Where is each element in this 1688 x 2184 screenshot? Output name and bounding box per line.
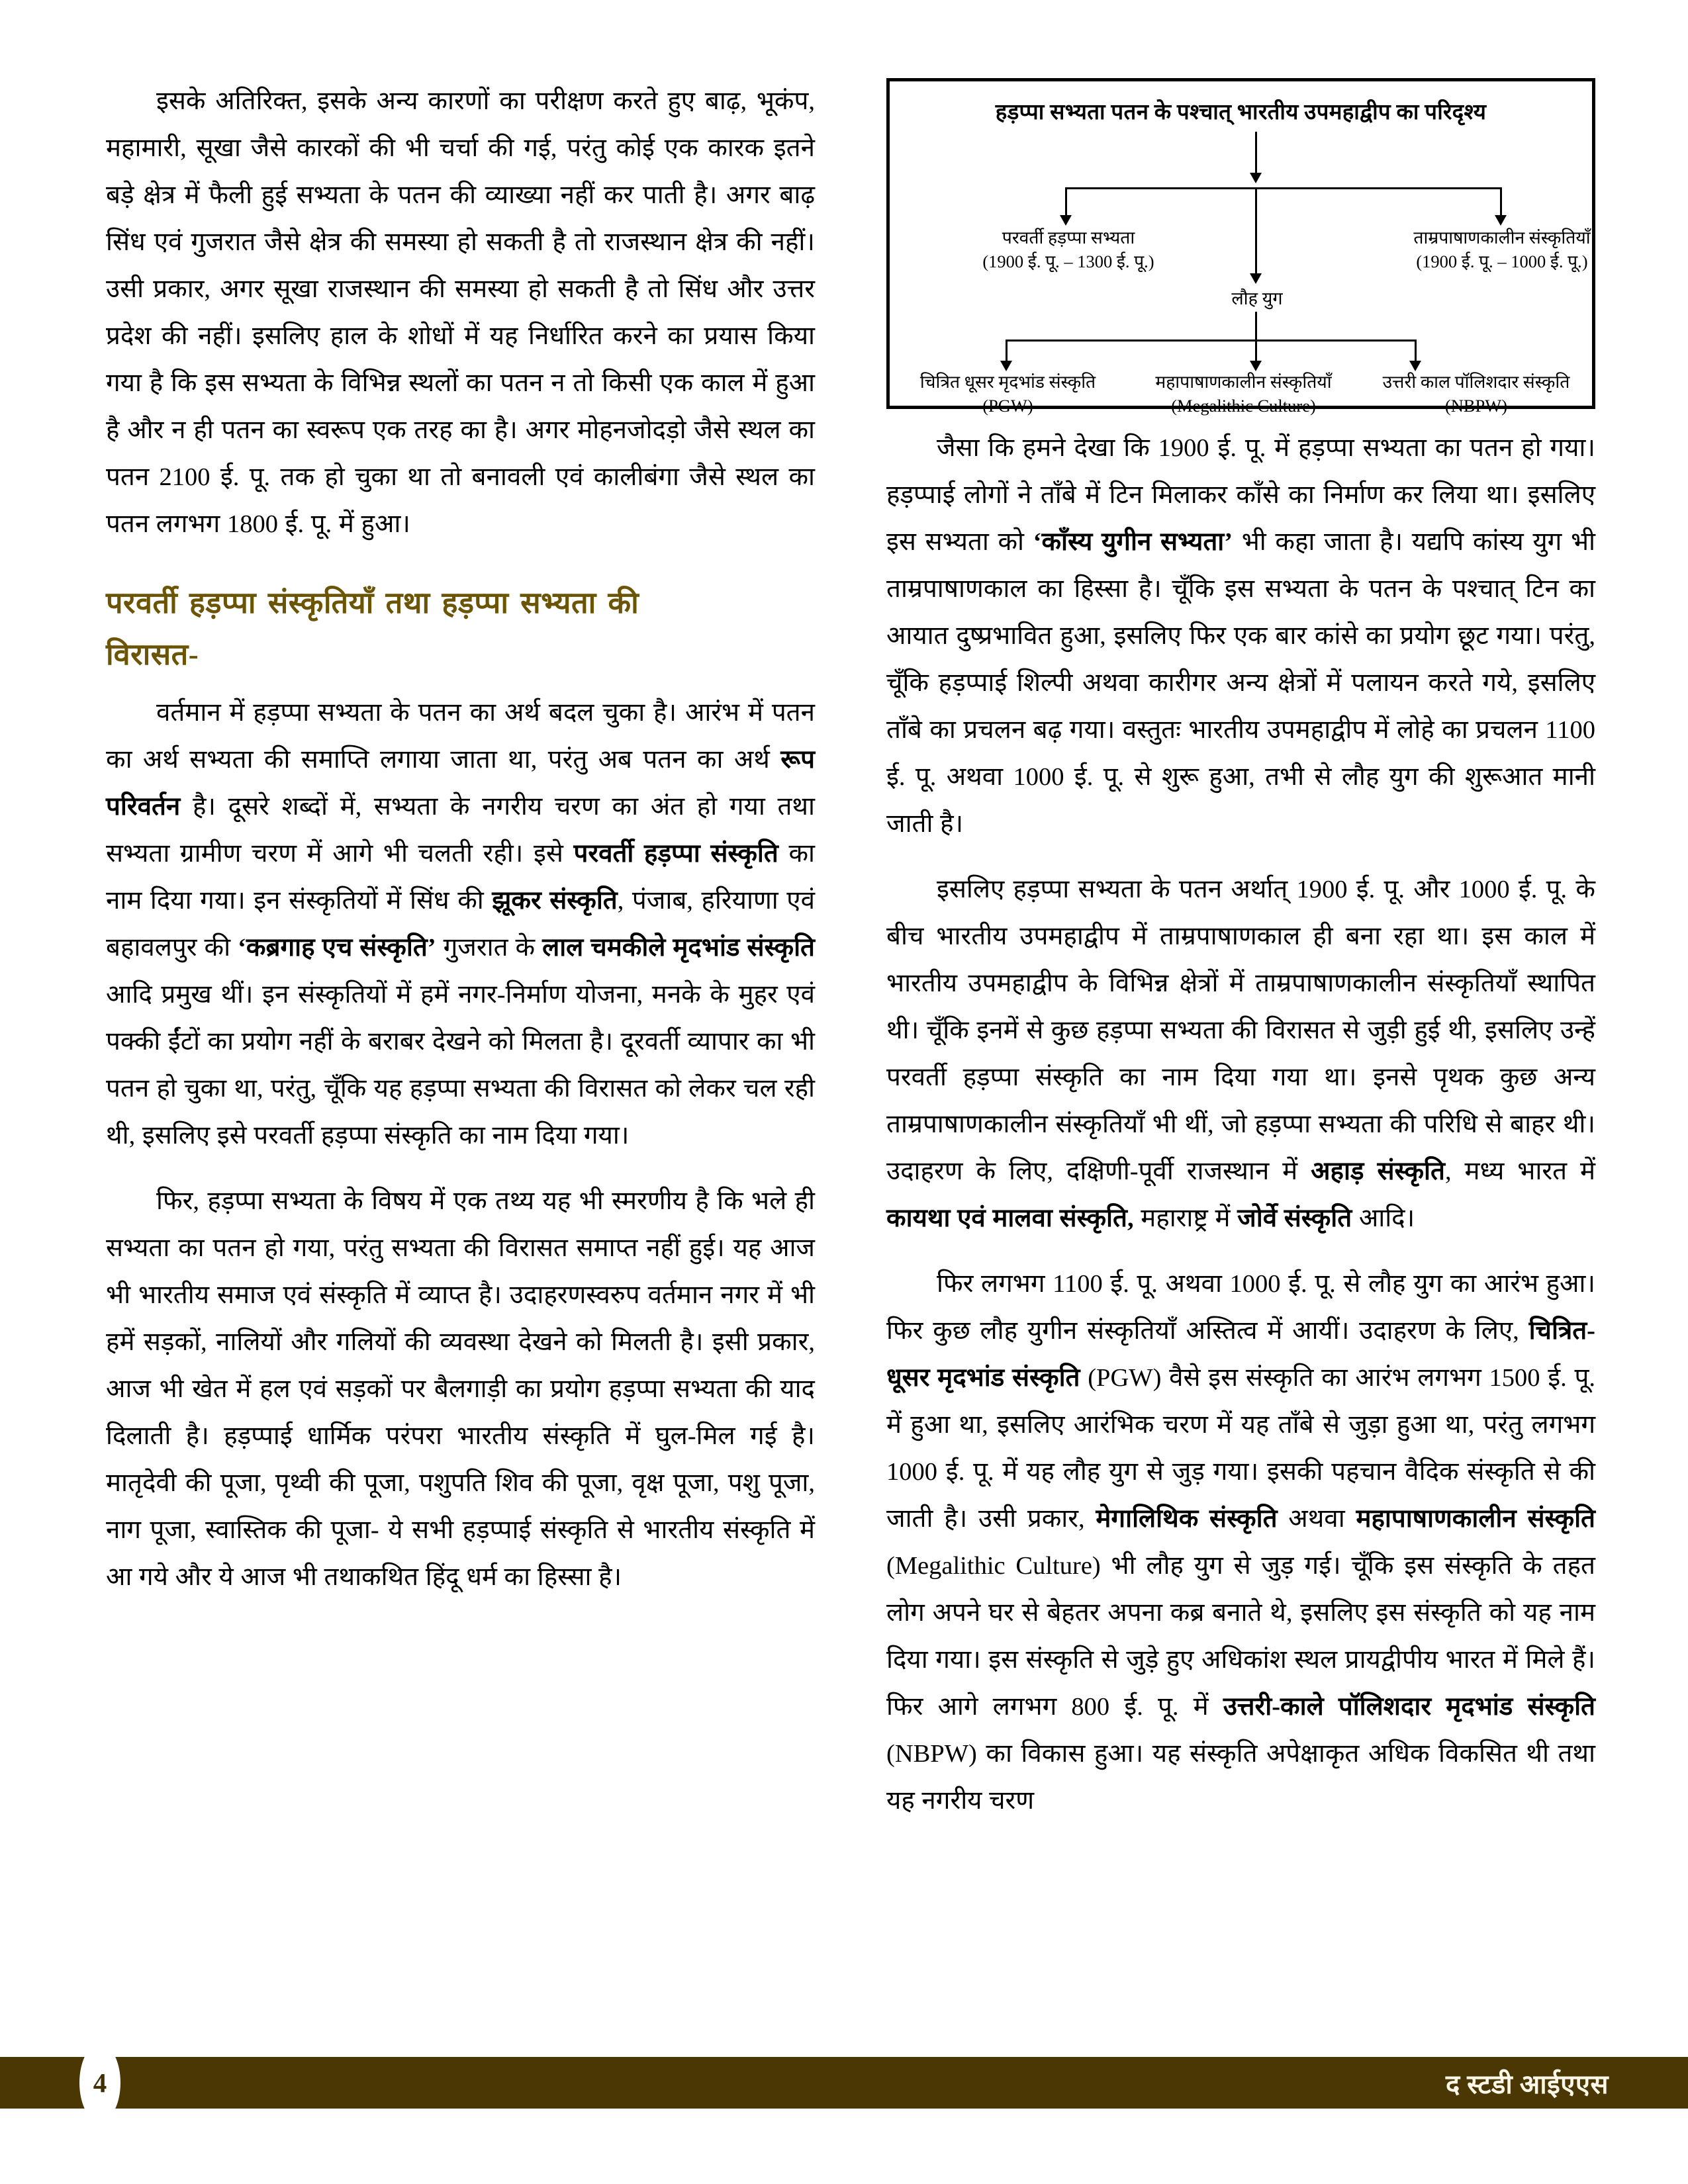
text-run: फिर लगभग 1100 ई. पू. अथवा 1000 ई. पू. से लौह युग का आरंभ हुआ। फिर कुछ लौह युगीन संस्कृतियाँ अस्तित्व में आयीं। उदाहरण के लिए, — [886, 1270, 1595, 1345]
node-chalcolithic-line-2: (1900 ई. पू. – 1000 ई. पू.) — [1416, 251, 1588, 271]
text-run: (Megalithic Culture) भी लौह युग से जुड़ गई। चूँकि इस संस्कृति के तहत लोग अपने घर से बेहतर अपना कब्र बनाते थे, इसलिए इस संस्कृति को यह नाम दिया गया। इस संस्कृति से जुड़े हुए अधिकांश स्थल प्रायद्वीपीय भारत में मिले हैं। फिर आगे लगभग 800 ई. पू. में — [886, 1552, 1595, 1721]
section-heading-line-1: परवर्ती हड़प्पा संस्कृतियाँ तथा हड़प्पा सभ्यता की — [106, 586, 639, 619]
section-heading-line-2: विरासत- — [106, 638, 199, 671]
connector-left-drop — [1065, 187, 1067, 219]
node-megalithic-line-1: महापाषाणकालीन संस्कृतियाँ — [1155, 372, 1332, 392]
arrowhead-iron-age — [1250, 273, 1262, 284]
text-run: महाराष्ट्र में — [1133, 1205, 1238, 1232]
node-pgw-line-2: (PGW) — [982, 396, 1033, 416]
arrowhead-chalcolithic — [1495, 215, 1507, 226]
emphasized-term: उत्तरी-काले पॉलिशदार मृदभांड संस्कृति — [1223, 1693, 1595, 1721]
emphasized-term: मेगालिथिक संस्कृति — [1096, 1505, 1278, 1533]
emphasized-term: परवर्ती हड़प्पा संस्कृति — [573, 840, 778, 868]
text-run: फिर, हड़प्पा सभ्यता के विषय में एक तथ्य यह भी स्मरणीय है कि भले ही सभ्यता का पतन हो गया, परंतु सभ्यता की विरासत समाप्त नहीं हुई। यह आज भी भारतीय समाज एवं संस्कृति में व्याप्त है। उदाहरणस्वरुप वर्तमान नगर में भी हमें सड़कों, नालियों और गलियों की व्यवस्था देखने को मिलती है। इसी प्रकार, आज भी खेत में हल एवं सड़कों पर बैलगाड़ी का प्रयोग हड़प्पा सभ्यता की याद दिलाती है। हड़प्पाई धार्मिक परंपरा भारतीय संस्कृति में घुल-मिल गई है। मातृदेवी की पूजा, पृथ्वी की पूजा, पशुपति शिव की पूजा, वृक्ष पूजा, पशु पूजा, नाग पूजा, स्वास्तिक की पूजा- ये सभी हड़प्पाई संस्कृति से भारतीय संस्कृति में आ गये और ये आज भी तथाकथित हिंदू धर्म का हिस्सा है। — [106, 1187, 815, 1591]
paragraph — [886, 1261, 1595, 1825]
emphasized-term: अहाड़ संस्कृति — [1311, 1158, 1445, 1185]
connector-level1-bar — [1065, 187, 1502, 189]
footer-bar — [0, 2057, 1688, 2109]
paragraph — [106, 78, 815, 548]
node-later-harappa — [949, 226, 1188, 273]
two-column-body — [106, 78, 1595, 1997]
text-run: , मध्य भारत में — [1444, 1158, 1595, 1185]
left-column — [106, 78, 815, 1997]
node-pgw-line-1: चित्रित धूसर मृदभांड संस्कृति — [919, 372, 1096, 392]
node-pgw — [894, 370, 1122, 418]
emphasized-term: महापाषाणकालीन संस्कृति — [1356, 1505, 1595, 1533]
footer-brand: द स्टडी आईएएस — [1445, 2070, 1609, 2099]
text-run: का नाम दिया गया। इन संस्कृतियों में सिंध की — [106, 840, 815, 915]
node-chalcolithic-line-1: ताम्रपाषाणकालीन संस्कृतियाँ — [1413, 228, 1591, 248]
section-heading — [106, 577, 815, 680]
text-run: अथवा — [1277, 1505, 1356, 1533]
text-run: इसलिए हड़प्पा सभ्यता के पतन अर्थात् 1900 ई. पू. और 1000 ई. पू. के बीच भारतीय उपमहाद्वीप में ताम्रपाषाणकाल ही बना रहा था। इस काल में भारतीय उपमहाद्वीप के विभिन्न क्षेत्रों में ताम्रपाषाणकालीन संस्कृतियाँ स्थापित थी। चूँकि इनमें से कुछ हड़प्पा सभ्यता की विरासत से जुड़ी हुई थी, इसलिए उन्हें परवर्ती हड़प्पा संस्कृति का नाम दिया गया था। इनसे पृथक कुछ अन्य ताम्रपाषाणकालीन संस्कृतियाँ भी थीं, जो हड़प्पा सभ्यता की परिधि से बाहर थी। उदाहरण के लिए, दक्षिणी-पूर्वी राजस्थान में — [886, 876, 1595, 1185]
node-iron-age-label: लौह युग — [1231, 289, 1283, 308]
node-later-harappa-line-1: परवर्ती हड़प्पा सभ्यता — [1002, 228, 1135, 248]
node-nbpw-line-2: (NBPW) — [1444, 396, 1508, 416]
flowchart-diagram — [886, 78, 1595, 416]
connector-iron-stem — [1255, 312, 1257, 341]
text-run: (NBPW) का विकास हुआ। यह संस्कृति अपेक्षाकृत अधिक विकसित थी तथा यह नगरीय चरण — [886, 1740, 1595, 1815]
connector-right-drop — [1500, 187, 1502, 219]
emphasized-term: ‘काँस्य युगीन सभ्यता’ — [1033, 528, 1233, 556]
text-run: है। दूसरे शब्दों में, सभ्यता के नगरीय चरण का अंत हो गया तथा सभ्यता ग्रामीण चरण में आगे भी चलती रही। इसे — [106, 793, 815, 868]
right-column — [886, 78, 1595, 1997]
text-run: जैसा कि हमने देखा कि 1900 ई. पू. में हड़प्पा सभ्यता का पतन हो गया। हड़प्पाई लोगों ने ताँबे में टिन मिलाकर काँसे का निर्माण कर लिया था। इसलिए इस सभ्यता को — [886, 434, 1595, 556]
emphasized-term: रूप परिवर्तन — [106, 746, 815, 821]
emphasized-term: कायथा एवं मालवा संस्कृति, — [886, 1205, 1134, 1232]
emphasized-term: चित्रित-धूसर मृदभांड संस्कृति — [886, 1317, 1595, 1392]
connector-root-stem — [1255, 132, 1257, 177]
emphasized-term: जोर्वे संस्कृति — [1237, 1205, 1352, 1232]
node-iron-age — [1194, 285, 1320, 310]
node-nbpw — [1360, 370, 1593, 418]
page-number-badge: 4 — [79, 2044, 120, 2122]
node-nbpw-line-1: उत्तरी काल पॉलिशदार संस्कृति — [1382, 372, 1570, 392]
paragraph — [106, 1178, 815, 1601]
node-chalcolithic — [1366, 226, 1638, 273]
diagram-title: हड़प्पा सभ्यता पतन के पश्चात् भारतीय उपमहाद्वीप का परिदृश्य — [995, 101, 1487, 124]
paragraph — [886, 866, 1595, 1242]
text-run: आदि प्रमुख थीं। इन संस्कृतियों में हमें नगर-निर्माण योजना, मनके के मुहर एवं पक्की ईंटों का प्रयोग नहीं के बराबर देखने को मिलता है। दूरवर्ती व्यापार का भी पतन हो चुका था, परंतु, चूँकि यह हड़प्पा सभ्यता की विरासत को लेकर चल रही थी, इसलिए इसे परवर्ती हड़प्पा संस्कृति का नाम दिया गया। — [106, 981, 815, 1150]
emphasized-term: ‘कब्रगाह एच संस्कृति’ — [238, 934, 436, 962]
text-run: (PGW) वैसे इस संस्कृति का आरंभ लगभग 1500 ई. पू. में हुआ था, इसलिए आरंभिक चरण में यह ताँबे से जुड़ा हुआ था, परंतु लगभग 1000 ई. पू. में यह लौह युग से जुड़ गया। इसकी पहचान वैदिक संस्कृति से की जाती है। उसी प्रकार, — [886, 1364, 1595, 1533]
node-later-harappa-line-2: (1900 ई. पू. – 1300 ई. पू.) — [982, 251, 1154, 271]
arrowhead-later-harappa — [1060, 215, 1072, 226]
text-run: गुजरात के — [436, 934, 543, 962]
emphasized-term: झूकर संस्कृति — [492, 887, 618, 915]
paragraph — [106, 690, 815, 1160]
connector-level2-bar — [1006, 340, 1416, 341]
node-megalithic — [1129, 370, 1358, 418]
paragraph — [886, 425, 1595, 848]
text-run: भी कहा जाता है। यद्यपि कांस्य युग भी ताम्रपाषाणकाल का हिस्सा है। चूँकि इस सभ्यता के पतन के पश्चात् टिन का आयात दुष्प्रभावित हुआ, इसलिए फिर एक बार कांसे का प्रयोग छूट गया। परंतु, चूँकि हड़प्पाई शिल्पी अथवा कारीगर अन्य क्षेत्रों में पलायन करते गये, इसलिए ताँबे का प्रचलन बढ़ गया। वस्तुतः भारतीय उपमहाद्वीप में लोहे का प्रचलन 1100 ई. पू. अथवा 1000 ई. पू. से शुरू हुआ, तभी से लौह युग की शुरूआत मानी जाती है। — [886, 528, 1595, 838]
text-run: इसके अतिरिक्त, इसके अन्य कारणों का परीक्षण करते हुए बाढ़, भूकंप, महामारी, सूखा जैसे कारकों की भी चर्चा की गई, परंतु कोई एक कारक इतने बड़े क्षेत्र में फैली हुई सभ्यता के पतन की व्याख्या नहीं कर पाती है। अगर बाढ़ सिंध एवं गुजरात जैसे क्षेत्र की समस्या हो सकती है तो राजस्थान क्षेत्र की नहीं। उसी प्रकार, अगर सूखा राजस्थान की समस्या हो सकती है तो सिंध और उत्तर प्रदेश की नहीं। इसलिए हाल के शोधों में यह निर्धारित करने का प्रयास किया गया है कि इस सभ्यता के विभिन्न स्थलों का पतन न तो किसी एक काल में हुआ है और न ही पतन का स्वरूप एक तरह का है। अगर मोहनजोदड़ो जैसे स्थल का पतन 2100 ई. पू. तक हो चुका था तो बनावली एवं कालीबंगा जैसे स्थल का पतन लगभग 1800 ई. पू. में हुआ। — [106, 87, 815, 538]
text-run: आदि। — [1352, 1205, 1415, 1232]
emphasized-term: लाल चमकीले मृदभांड संस्कृति — [542, 934, 816, 962]
text-run: , पंजाब, हरियाणा एवं बहावलपुर की — [106, 887, 815, 962]
text-run: वर्तमान में हड़प्पा सभ्यता के पतन का अर्थ बदल चुका है। आरंभ में पतन का अर्थ सभ्यता की समाप्ति लगाया जाता था, परंतु अब पतन का अर्थ — [106, 699, 815, 774]
node-megalithic-line-2: (Megalithic Culture) — [1171, 396, 1316, 416]
arrowhead-root — [1250, 173, 1262, 183]
connector-center-stem — [1255, 187, 1257, 277]
